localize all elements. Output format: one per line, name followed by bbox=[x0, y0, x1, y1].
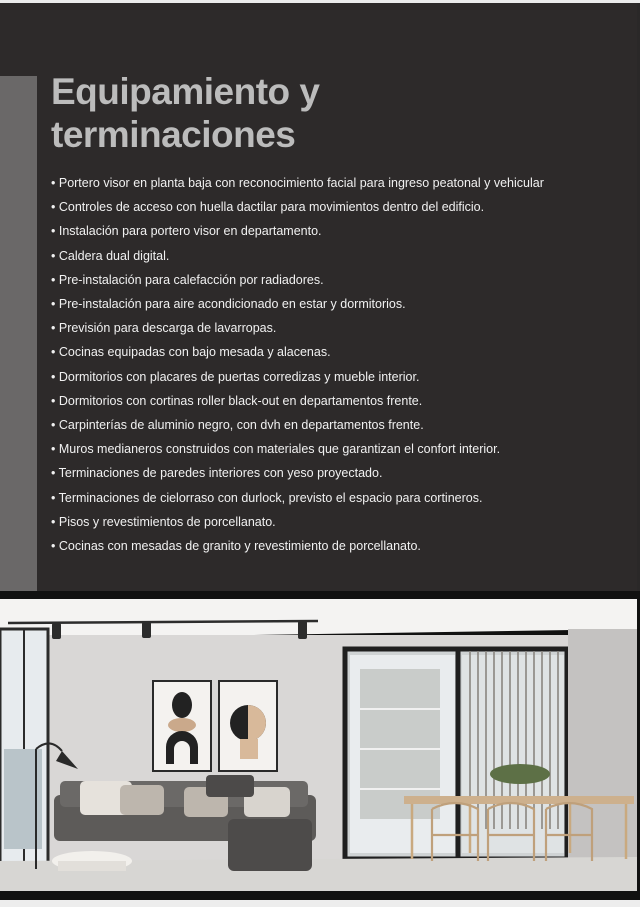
list-item: • Muros medianeros construidos con materiales que garantizan el confort interior. bbox=[51, 437, 631, 461]
list-item: • Portero visor en planta baja con reconocimiento facial para ingreso peatonal y vehicular bbox=[51, 171, 631, 195]
list-item: • Previsión para descarga de lavarropas. bbox=[51, 316, 631, 340]
living-room-image bbox=[0, 599, 637, 891]
title-line-1: Equipamiento y bbox=[51, 71, 320, 112]
bottom-border bbox=[0, 900, 640, 907]
list-item: • Carpinterías de aluminio negro, con dvh en departamentos frente. bbox=[51, 413, 631, 437]
features-list bbox=[51, 171, 631, 558]
list-item: • Pisos y revestimientos de porcellanato. bbox=[51, 510, 631, 534]
accent-bar bbox=[0, 76, 37, 591]
title-line-2: terminaciones bbox=[51, 114, 296, 155]
list-item: • Pre-instalación para aire acondicionado en estar y dormitorios. bbox=[51, 292, 631, 316]
list-item: • Cocinas equipadas con bajo mesada y alacenas. bbox=[51, 340, 631, 364]
list-item: • Pre-instalación para calefacción por radiadores. bbox=[51, 268, 631, 292]
list-item: • Instalación para portero visor en departamento. bbox=[51, 219, 631, 243]
page-title bbox=[51, 70, 319, 156]
list-item: • Cocinas con mesadas de granito y revestimiento de porcellanato. bbox=[51, 534, 631, 558]
list-item: • Caldera dual digital. bbox=[51, 244, 631, 268]
list-item: • Terminaciones de cielorraso con durlock, previsto el espacio para cortineros. bbox=[51, 486, 631, 510]
list-item: • Dormitorios con placares de puertas corredizas y mueble interior. bbox=[51, 365, 631, 389]
interior-render-frame bbox=[0, 591, 640, 907]
list-item: • Terminaciones de paredes interiores con yeso proyectado. bbox=[51, 461, 631, 485]
list-item: • Dormitorios con cortinas roller black-out en departamentos frente. bbox=[51, 389, 631, 413]
list-item: • Controles de acceso con huella dactilar para movimientos dentro del edificio. bbox=[51, 195, 631, 219]
